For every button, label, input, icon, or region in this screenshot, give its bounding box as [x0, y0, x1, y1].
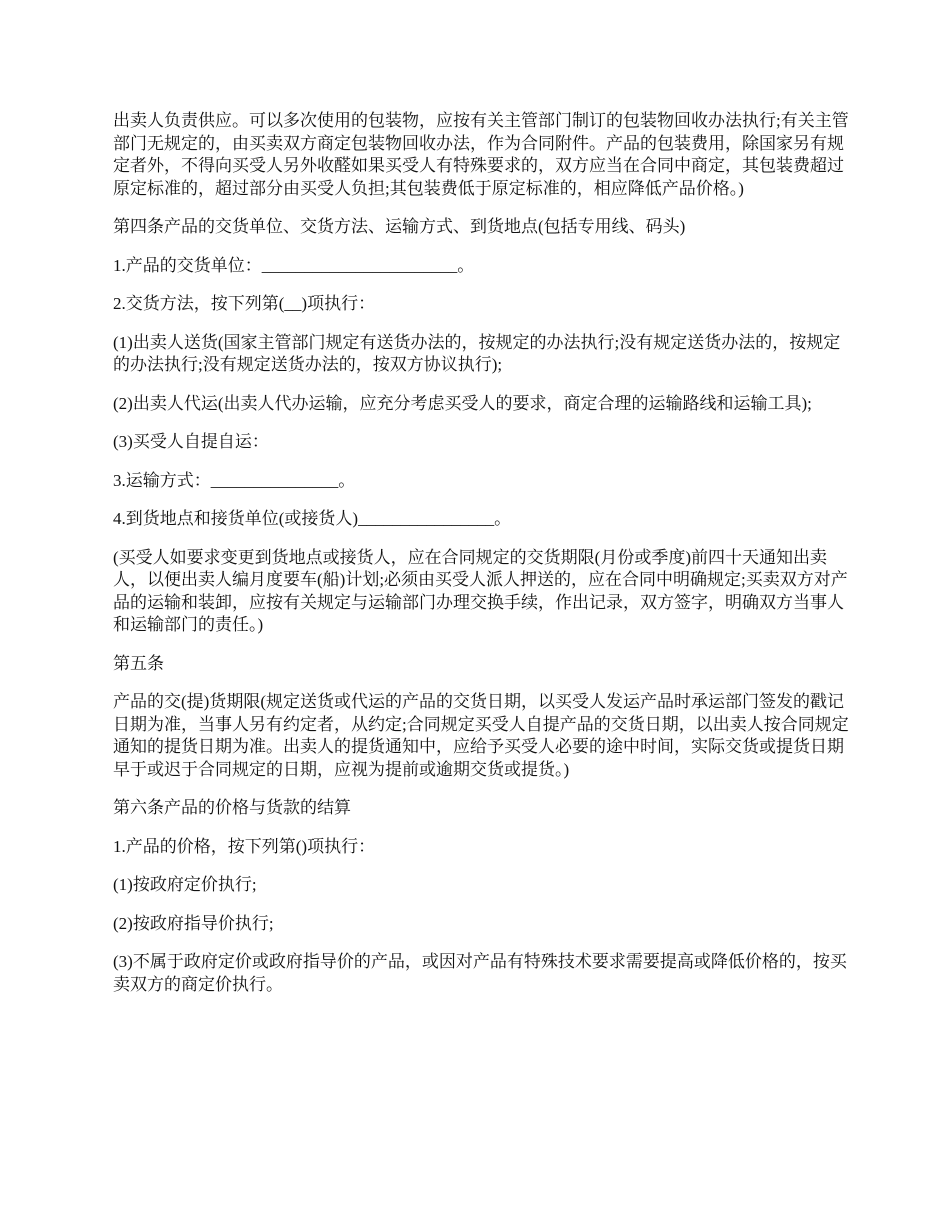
arrival-location-item: 4.到货地点和接货单位(或接货人)________________。 [113, 509, 512, 528]
delivery-deadline-paragraph: 产品的交(提)货期限(规定送货或代运的产品的交货日期，以买受人发运产品时承运部门签发的戳记日期为准，当事人另有约定者，从约定;合同规定买受人自提产品的交货日期，以出卖人按合同规定通知的提货日期为准。出卖人的提货通知中，应给予买受人必要的途中时间，实际交货或提货日期早于或迟于合同规定的日期，应视为提前或逾期交货或提货。) [113, 692, 849, 779]
article-4-heading: 第四条产品的交货单位、交货方法、运输方式、到货地点(包括专用线、码头) [113, 217, 686, 236]
buyer-pickup-option: (3)买受人自提自运： [113, 432, 269, 451]
article-5-heading: 第五条 [113, 653, 164, 673]
seller-shipping-option: (2)出卖人代运(出卖人代办运输，应充分考虑买受人的要求，商定合理的运输路线和运输工具); [113, 393, 812, 413]
seller-delivery-option: (1)出卖人送货(国家主管部门规定有送货办法的，按规定的办法执行;没有规定送货办法的，按规定的办法执行;没有规定送货办法的，按双方协议执行); [113, 332, 841, 374]
paragraph-packaging-continued: 出卖人负责供应。可以多次使用的包装物，应按有关主管部门制订的包装物回收办法执行;有关主管部门无规定的，由买卖双方商定包装物回收办法，作为合同附件。产品的包装费用，除国家另有规定者外，不得向买受人另外收醛如果买受人有特殊要求的，双方应当在合同中商定，其包装费超过原定标准的，超过部分由买受人负担;其包装费低于原定标准的，相应降低产品价格。) [113, 111, 849, 198]
government-price-option: (1)按政府定价执行; [113, 875, 257, 894]
transport-mode-item: 3.运输方式：_______________。 [113, 470, 356, 490]
delivery-unit-item: 1.产品的交货单位：_______________________。 [113, 255, 475, 275]
document-page [113, 110, 853, 1012]
change-arrival-note: (买受人如要求变更到货地点或接货人，应在合同规定的交货期限(月份或季度)前四十天通知出卖人，以便出卖人编月度要车(船)计划;必须由买受人派人押送的，应在合同中明确规定;买卖双方对产品的运输和装卸，应按有关规定与运输部门办理交换手续，作出记录，双方签字，明确双方当事人和运输部门的责任。) [113, 547, 848, 634]
product-price-item: 1.产品的价格，按下列第()项执行： [113, 836, 376, 856]
delivery-method-item: 2.交货方法，按下列第(__)项执行： [113, 294, 376, 313]
negotiated-price-option: (3)不属于政府定价或政府指导价的产品，或因对产品有特殊技术要求需要提高或降低价格的，按买卖双方的商定价执行。 [113, 952, 847, 994]
government-guided-price-option: (2)按政府指导价执行; [113, 913, 274, 933]
article-6-heading: 第六条产品的价格与货款的结算 [113, 798, 351, 817]
